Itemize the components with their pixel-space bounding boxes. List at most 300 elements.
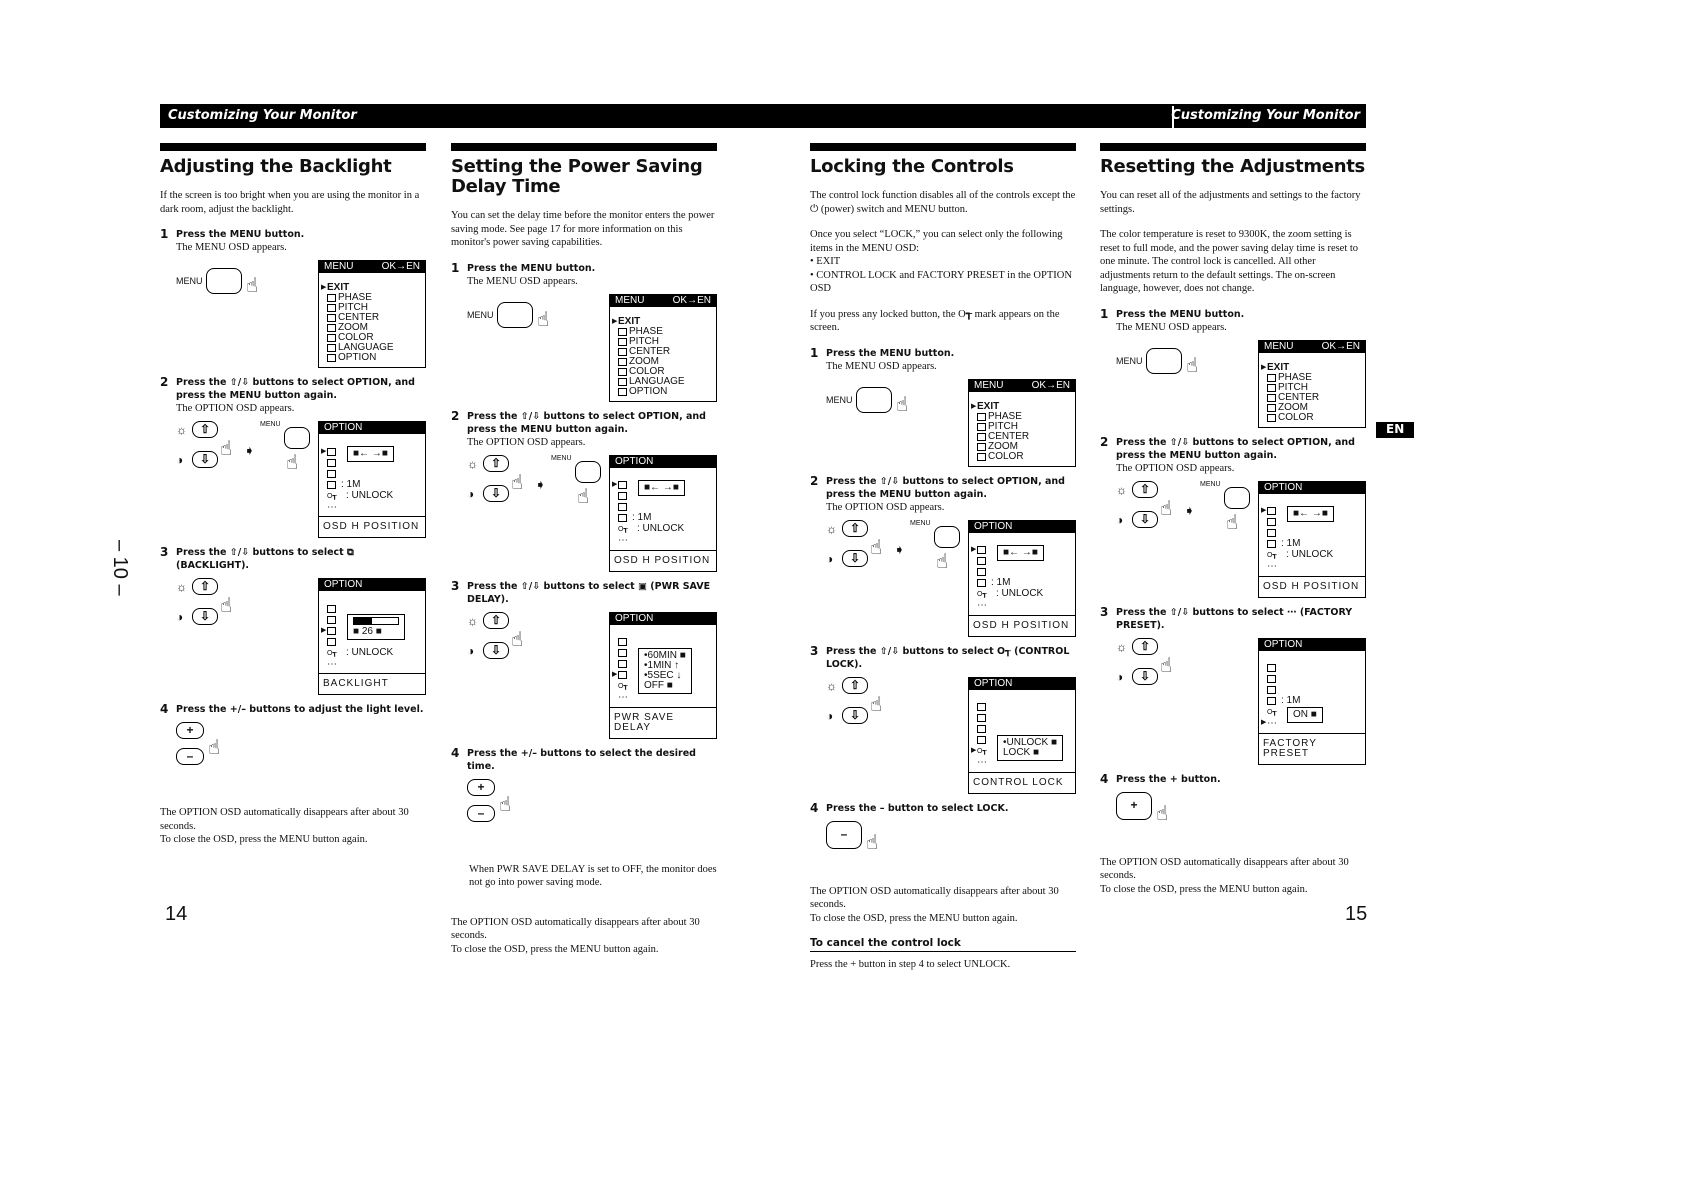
down-button[interactable]: ⇩ xyxy=(842,550,868,567)
step-heading xyxy=(1100,606,1366,632)
step xyxy=(810,802,1076,871)
down-button[interactable]: ⇩ xyxy=(842,707,868,724)
step-text: Press the ⇧/⇩ buttons to select OPTION, and press the MENU button again. xyxy=(176,377,415,401)
backlight-level-bar xyxy=(353,617,399,625)
osd-option-row xyxy=(971,600,1071,611)
option-icon xyxy=(1267,675,1276,683)
option-icon xyxy=(1267,697,1276,705)
menu-item-icon xyxy=(618,348,627,356)
osd-menu-item xyxy=(971,402,1071,412)
osd-body xyxy=(610,625,716,707)
hand-icon: ☝ xyxy=(866,830,879,853)
contrast-icon: ◑ xyxy=(826,708,834,723)
osd-title-bar xyxy=(969,380,1075,392)
osd-option-row xyxy=(321,479,421,490)
step-heading xyxy=(810,802,1076,815)
hand-icon: ☝ xyxy=(220,594,233,616)
header-left: Customizing Your Monitor xyxy=(168,108,357,123)
plus-button[interactable]: + xyxy=(176,722,204,739)
minus-button[interactable]: – xyxy=(176,748,204,765)
option-icon xyxy=(1267,507,1276,515)
step-text: Press the MENU button. xyxy=(1116,308,1245,320)
intro-paragraph xyxy=(1100,228,1366,296)
step xyxy=(451,410,717,572)
option-icon: ⋯ xyxy=(327,659,337,668)
note-text: The OPTION OSD automatically disappears after about 30 seconds. xyxy=(451,916,700,941)
down-button[interactable]: ⇩ xyxy=(1132,511,1158,528)
osd-option-row xyxy=(612,524,712,535)
step-subtext: The OPTION OSD appears. xyxy=(1116,462,1235,474)
osd-option-row xyxy=(971,567,1071,578)
osd-item-label: LANGUAGE xyxy=(629,375,685,387)
step-figure xyxy=(1116,638,1366,765)
osd-title: OPTION xyxy=(974,520,1013,532)
osd-item-label: COLOR xyxy=(338,332,374,343)
osd-title: OPTION xyxy=(1264,638,1303,650)
osd-footer-label: OSD H POSITION xyxy=(969,615,1075,636)
callout-option: •1MIN ↑ xyxy=(644,659,680,671)
option-icon xyxy=(1267,686,1276,694)
option-osd xyxy=(968,520,1076,637)
bullet-item: • EXIT xyxy=(810,256,841,267)
plus-button[interactable]: + xyxy=(1116,792,1152,820)
step-text: Press the +/– buttons to select the desired time. xyxy=(467,747,696,772)
hand-icon: ☝ xyxy=(286,451,299,473)
menu-item-icon xyxy=(327,334,336,342)
osd-item-label: EXIT xyxy=(618,315,641,327)
step-text: Press the MENU button. xyxy=(176,229,305,240)
osd-title: OPTION xyxy=(615,612,654,624)
option-osd xyxy=(968,677,1076,794)
option-icon: ⋯ xyxy=(977,758,987,766)
down-button[interactable]: ⇩ xyxy=(483,642,509,659)
osd-callout xyxy=(997,545,1044,561)
section-title: Resetting the Adjustments xyxy=(1100,156,1365,177)
osd-callout xyxy=(1287,707,1323,723)
subsection-text: Press the + button in step 4 to select UNLOCK. xyxy=(810,959,1011,970)
selected-arrow-icon: ▶ xyxy=(321,626,327,634)
contrast-icon: ◑ xyxy=(176,453,184,467)
minus-button[interactable]: – xyxy=(826,821,862,849)
up-button[interactable]: ⇧ xyxy=(1132,638,1158,655)
hand-icon: ☝ xyxy=(1186,353,1199,376)
osd-callout xyxy=(997,735,1063,761)
step-figure xyxy=(1116,340,1366,428)
menu-button[interactable] xyxy=(1224,487,1250,509)
selected-arrow-icon: ▶ xyxy=(971,546,977,553)
hand-illustration xyxy=(826,520,964,590)
option-icon xyxy=(1267,529,1276,537)
up-button[interactable]: ⇧ xyxy=(192,578,218,595)
osd-footer-label: OSD H POSITION xyxy=(610,550,716,571)
option-icon: O┱ xyxy=(977,591,987,598)
osd-title: OPTION xyxy=(324,579,363,590)
osd-item-label: PHASE xyxy=(629,325,663,337)
hand-illustration xyxy=(467,294,605,364)
osd-option-row xyxy=(321,603,421,614)
osd-item-label: ZOOM xyxy=(988,440,1018,452)
osd-title-bar xyxy=(319,579,425,591)
osd-footer-label: PWR SAVE DELAY xyxy=(610,707,716,738)
intro-paragraph xyxy=(160,189,426,216)
hand-illustration xyxy=(826,379,964,449)
menu-item-icon xyxy=(1267,404,1276,412)
osd-menu-item xyxy=(1261,373,1361,383)
option-icon: ⋯ xyxy=(977,601,987,609)
option-icon xyxy=(327,638,336,646)
hand-illustration xyxy=(176,722,314,792)
step-number: 2 xyxy=(451,408,460,423)
osd-option-row xyxy=(971,589,1071,600)
step-text: Press the +/– buttons to adjust the light level. xyxy=(176,704,424,715)
osd-option-row xyxy=(1261,674,1361,685)
osd-footer-label: BACKLIGHT xyxy=(319,673,425,694)
osd-item-label: PITCH xyxy=(988,420,1018,432)
contrast-icon: ◑ xyxy=(826,551,834,566)
callout-option: •5SEC ↓ xyxy=(644,669,682,681)
menu-osd xyxy=(968,379,1076,467)
option-value: : 1M xyxy=(341,478,361,490)
osd-title-bar xyxy=(1259,639,1365,651)
osd-option-row xyxy=(971,578,1071,589)
selected-arrow-icon: ▶ xyxy=(612,671,618,678)
up-button[interactable]: ⇧ xyxy=(1132,481,1158,498)
note-text: The OPTION OSD automatically disappears after about 30 seconds. xyxy=(810,885,1059,910)
menu-item-icon xyxy=(327,304,336,312)
step-number: 2 xyxy=(160,375,169,389)
paragraph-text: Once you select “LOCK,” you can select only the following items in the MENU OSD: xyxy=(810,229,1063,254)
option-icon xyxy=(977,579,986,587)
osd-menu-item xyxy=(971,452,1071,462)
osd-body xyxy=(319,591,425,673)
note-text: The OPTION OSD automatically disappears after about 30 seconds. xyxy=(160,807,409,832)
osd-menu-item xyxy=(612,347,712,357)
down-button[interactable]: ⇩ xyxy=(1132,668,1158,685)
callout-option: LOCK ■ xyxy=(1003,746,1040,758)
osd-ok-label: OK→EN xyxy=(672,294,711,306)
intro-paragraph xyxy=(810,308,1076,335)
intro-paragraph xyxy=(451,209,717,250)
note-text: The OPTION OSD automatically disappears after about 30 seconds. xyxy=(1100,856,1349,881)
osd-title-bar xyxy=(969,521,1075,533)
menu-item-icon xyxy=(618,358,627,366)
step-figure xyxy=(176,578,426,695)
option-icon xyxy=(327,448,336,456)
menu-label: MENU xyxy=(1116,355,1143,366)
section-rule xyxy=(451,143,717,151)
osd-menu-item xyxy=(612,367,712,377)
up-button[interactable]: ⇧ xyxy=(483,612,509,629)
option-osd xyxy=(1258,481,1366,598)
osd-menu-item xyxy=(971,422,1071,432)
hand-icon: ☝ xyxy=(511,470,524,493)
up-button[interactable]: ⇧ xyxy=(842,677,868,694)
menu-item-icon xyxy=(327,324,336,332)
osd-menu-item xyxy=(321,353,421,363)
hand-icon: ☝ xyxy=(1160,496,1173,519)
step-subtext: The MENU OSD appears. xyxy=(467,275,578,287)
hand-illustration xyxy=(826,677,964,747)
osd-option-row xyxy=(1261,663,1361,674)
option-icon: ⋯ xyxy=(618,693,628,701)
option-icon xyxy=(327,627,336,635)
option-icon xyxy=(1267,518,1276,526)
option-icon: O┱ xyxy=(977,748,987,755)
step-subtext: The OPTION OSD appears. xyxy=(176,403,295,414)
menu-item-icon xyxy=(618,378,627,386)
option-icon xyxy=(977,568,986,576)
osd-item-label: PHASE xyxy=(988,410,1022,422)
osd-menu-item xyxy=(612,327,712,337)
option-osd xyxy=(609,455,717,572)
option-icon xyxy=(977,546,986,554)
option-osd xyxy=(318,578,426,695)
osd-option-row xyxy=(971,702,1071,713)
osd-option-row xyxy=(321,490,421,501)
up-button[interactable]: ⇧ xyxy=(483,455,509,472)
paragraph-text: You can reset all of the adjustments and settings to the factory settings. xyxy=(1100,190,1361,215)
option-value: : 1M xyxy=(991,577,1011,588)
hand-icon: ☝ xyxy=(537,307,550,330)
osd-body xyxy=(969,392,1075,466)
option-icon: ⋯ xyxy=(1267,719,1277,727)
osd-item-label: EXIT xyxy=(1267,361,1290,373)
arrow-icon: ➧ xyxy=(244,443,255,458)
osd-option-row xyxy=(321,647,421,658)
hand-icon: ☝ xyxy=(577,484,590,507)
osd-item-label: ZOOM xyxy=(1278,401,1308,413)
menu-osd xyxy=(1258,340,1366,428)
osd-item-label: CENTER xyxy=(988,430,1030,442)
osd-option-row xyxy=(321,658,421,669)
side-page-label: – 10 – xyxy=(109,540,131,596)
callout-value: ■← →■ xyxy=(1003,546,1038,558)
menu-item-icon xyxy=(618,338,627,346)
hand-icon: ☝ xyxy=(499,792,512,815)
up-button[interactable]: ⇧ xyxy=(842,520,868,537)
minus-button[interactable]: – xyxy=(467,805,495,822)
step-number: 1 xyxy=(451,260,460,275)
down-button[interactable]: ⇩ xyxy=(192,451,218,468)
menu-button[interactable] xyxy=(934,526,960,548)
step-figure xyxy=(467,612,717,739)
hand-illustration xyxy=(826,821,964,871)
step-heading xyxy=(160,376,426,402)
osd-ok-label: OK→EN xyxy=(1321,340,1360,352)
brightness-icon: ☼ xyxy=(467,456,478,471)
option-icon xyxy=(977,725,986,733)
step-text: Press the ⇧/⇩ buttons to select ⋯ (FACTORY PRESET). xyxy=(1116,606,1353,631)
callout-value: ON ■ xyxy=(1293,708,1317,720)
step-text: Press the ⇧/⇩ buttons to select OPTION, and press the MENU button again. xyxy=(1116,436,1355,461)
menu-item-icon xyxy=(1267,384,1276,392)
hand-icon: ☝ xyxy=(870,535,883,558)
step-number: 4 xyxy=(810,800,819,815)
osd-body xyxy=(319,434,425,516)
option-icon xyxy=(977,703,986,711)
osd-title: MENU xyxy=(324,261,354,272)
osd-option-row xyxy=(1261,539,1361,550)
option-icon: O┱ xyxy=(327,492,337,500)
menu-item-icon xyxy=(977,413,986,421)
option-value: : 1M xyxy=(1281,695,1301,706)
hand-illustration xyxy=(1116,481,1254,551)
step-number: 1 xyxy=(1100,306,1109,321)
menu-button[interactable] xyxy=(575,461,601,483)
menu-item-icon xyxy=(327,314,336,322)
hand-illustration xyxy=(467,612,605,682)
option-icon xyxy=(618,638,627,646)
hand-icon: ☝ xyxy=(896,392,909,415)
callout-value: ■← →■ xyxy=(644,481,679,493)
hand-illustration xyxy=(1116,638,1254,708)
step-figure xyxy=(826,821,1076,871)
osd-item-label: CENTER xyxy=(629,345,671,357)
up-button[interactable]: ⇧ xyxy=(192,421,218,438)
hand-illustration xyxy=(467,779,605,849)
step-subtext: The OPTION OSD appears. xyxy=(467,436,586,448)
menu-button[interactable] xyxy=(497,302,533,328)
step-text: Press the – button to select LOCK. xyxy=(826,802,1009,814)
note: When PWR SAVE DELAY is set to OFF, the monitor does not go into power saving mode. xyxy=(469,863,717,888)
osd-item-label: CENTER xyxy=(1278,391,1320,403)
menu-label: MENU xyxy=(260,421,281,428)
option-value: : UNLOCK xyxy=(637,523,685,534)
option-value: : 1M xyxy=(632,512,652,523)
osd-menu-item xyxy=(971,442,1071,452)
osd-body xyxy=(610,468,716,550)
closing-notes xyxy=(1100,856,1366,897)
osd-title-bar xyxy=(1259,482,1365,494)
callout-option: •UNLOCK ■ xyxy=(1003,736,1057,748)
menu-button[interactable] xyxy=(856,387,892,413)
hand-icon: ☝ xyxy=(220,437,233,459)
down-button[interactable]: ⇩ xyxy=(483,485,509,502)
menu-item-icon xyxy=(618,388,627,396)
contrast-icon: ◑ xyxy=(467,643,475,658)
osd-menu-item xyxy=(1261,403,1361,413)
step-heading xyxy=(451,262,717,275)
step xyxy=(1100,436,1366,598)
selected-arrow-icon: ▶ xyxy=(612,317,618,325)
step-heading xyxy=(810,475,1076,501)
step xyxy=(1100,606,1366,765)
callout-value: ■← →■ xyxy=(353,448,388,459)
section-title: Adjusting the Backlight xyxy=(160,156,392,177)
menu-osd xyxy=(609,294,717,402)
hand-icon: ☝ xyxy=(1160,653,1173,676)
step xyxy=(160,703,426,792)
brightness-icon: ☼ xyxy=(826,521,837,536)
closing-notes xyxy=(451,916,717,957)
down-button[interactable]: ⇩ xyxy=(192,608,218,625)
menu-label: MENU xyxy=(551,454,572,462)
osd-option-row xyxy=(612,502,712,513)
hand-illustration xyxy=(1116,792,1254,842)
osd-callout xyxy=(347,446,394,462)
callout-value: ■ 26 ■ xyxy=(353,626,382,637)
osd-menu-item xyxy=(612,357,712,367)
contrast-icon: ◑ xyxy=(1116,512,1124,527)
menu-button[interactable] xyxy=(1146,348,1182,374)
contrast-icon: ◑ xyxy=(176,610,184,624)
osd-footer-label: OSD H POSITION xyxy=(319,516,425,537)
hand-illustration xyxy=(176,421,314,491)
osd-menu-item xyxy=(612,377,712,387)
option-icon: O┱ xyxy=(1267,552,1277,559)
step-figure xyxy=(176,421,426,538)
osd-body xyxy=(969,690,1075,772)
osd-title: MENU xyxy=(1264,340,1294,352)
callout-value: ■← →■ xyxy=(1293,507,1328,519)
osd-option-row xyxy=(1261,561,1361,572)
menu-button[interactable] xyxy=(284,427,310,449)
column-backlight xyxy=(160,143,426,859)
option-icon xyxy=(1267,540,1276,548)
osd-item-label: PHASE xyxy=(1278,371,1312,383)
osd-item-label: PITCH xyxy=(338,302,368,313)
menu-label: MENU xyxy=(910,519,931,527)
hand-icon: ☝ xyxy=(208,736,221,758)
menu-item-icon xyxy=(1267,414,1276,422)
osd-menu-item xyxy=(321,313,421,323)
osd-title-bar xyxy=(610,456,716,468)
osd-title-bar xyxy=(610,613,716,625)
intro-paragraph xyxy=(810,189,1076,216)
osd-callout xyxy=(1287,506,1334,522)
option-value: : UNLOCK xyxy=(996,588,1044,599)
step xyxy=(160,376,426,538)
paragraph-text: If you press any locked button, the O┱ mark appears on the screen. xyxy=(810,308,1060,333)
step xyxy=(160,228,426,368)
section-rule xyxy=(810,143,1076,151)
osd-title-bar xyxy=(969,678,1075,690)
option-icon: O┱ xyxy=(618,526,628,533)
page-number-left: 14 xyxy=(165,903,188,925)
plus-button[interactable]: + xyxy=(467,779,495,796)
bullet-list xyxy=(810,255,1076,296)
osd-item-label: COLOR xyxy=(988,450,1024,462)
osd-item-label: PITCH xyxy=(1278,381,1308,393)
osd-ok-label: OK→EN xyxy=(1031,379,1070,391)
step xyxy=(451,747,717,849)
option-icon xyxy=(327,481,336,489)
paragraph-text: The color temperature is reset to 9300K, the zoom setting is reset to full mode, and the power saving delay time is reset to one minute. The control lock is cancelled. All other adjustments return to the default settings. The on-screen language, however, does not change. xyxy=(1100,229,1359,294)
brightness-icon: ☼ xyxy=(1116,639,1127,654)
hand-icon: ☝ xyxy=(1156,801,1169,824)
menu-item-icon xyxy=(977,423,986,431)
option-icon: O┱ xyxy=(327,649,337,657)
option-icon: O┱ xyxy=(1267,709,1277,716)
option-icon xyxy=(618,660,627,668)
arrow-icon: ➧ xyxy=(894,541,905,557)
menu-button[interactable] xyxy=(206,268,242,294)
paragraph-text: You can set the delay time before the monitor enters the power saving mode. See page 17 for more information on this monitor's power saving capabilities. xyxy=(451,210,715,248)
step-heading xyxy=(160,546,426,572)
osd-body xyxy=(319,273,425,367)
option-osd xyxy=(1258,638,1366,765)
column-resetting xyxy=(1100,143,1366,908)
section-title: Setting the Power Saving Delay Time xyxy=(451,156,703,197)
osd-callout xyxy=(638,648,692,694)
osd-item-label: LANGUAGE xyxy=(338,342,394,353)
selected-arrow-icon: ▶ xyxy=(971,402,977,410)
selected-arrow-icon: ▶ xyxy=(612,481,618,488)
option-icon: ⋯ xyxy=(1267,562,1277,570)
osd-menu-item xyxy=(321,293,421,303)
option-value: : UNLOCK xyxy=(1286,549,1334,560)
option-icon: ⋯ xyxy=(618,536,628,544)
